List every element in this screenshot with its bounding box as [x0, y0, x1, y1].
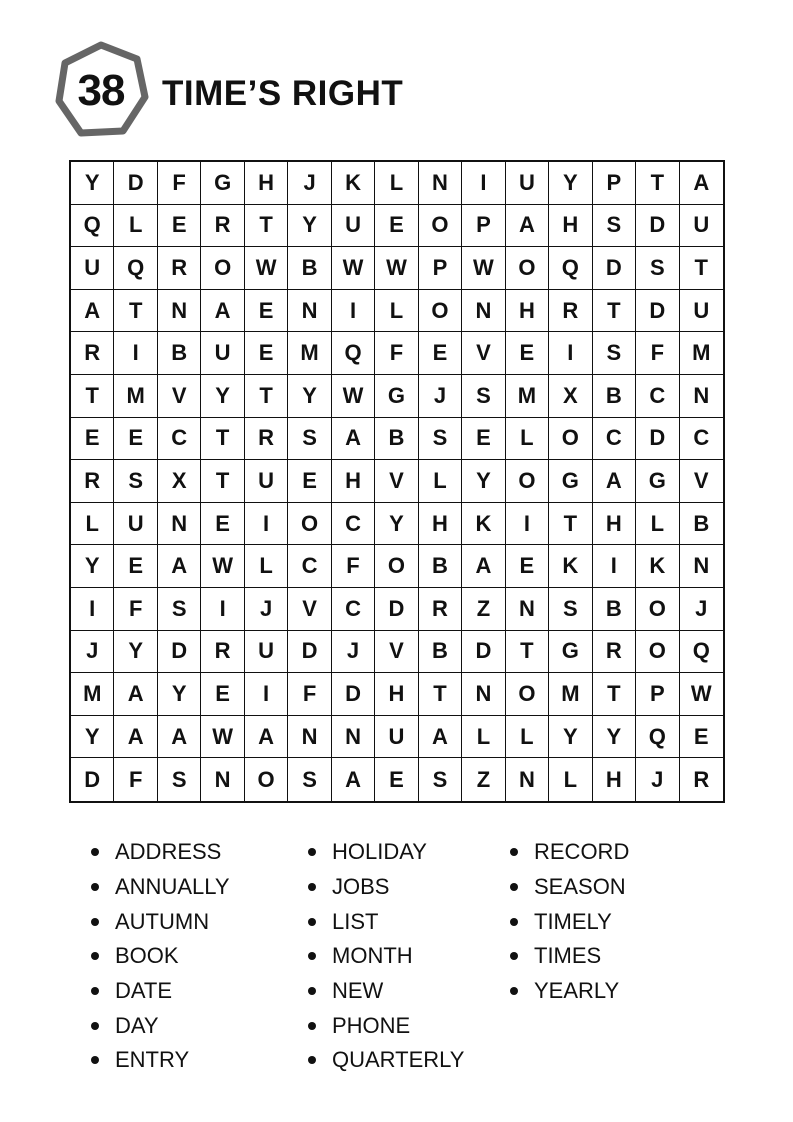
grid-cell[interactable]: H — [549, 205, 592, 248]
word-list-item — [308, 835, 464, 870]
grid-cell[interactable]: A — [114, 716, 157, 759]
word-label: ADDRESS — [115, 839, 222, 865]
grid-cell[interactable]: T — [636, 162, 679, 205]
bullet-icon — [308, 1056, 316, 1064]
puzzle-title: TIME’S RIGHT — [162, 74, 404, 113]
grid-cell[interactable]: I — [71, 588, 114, 631]
grid-cell[interactable]: A — [332, 758, 375, 801]
grid-cell[interactable]: A — [680, 162, 723, 205]
grid-cell[interactable]: F — [114, 588, 157, 631]
grid-cell[interactable]: I — [506, 503, 549, 546]
grid-cell[interactable]: O — [636, 631, 679, 674]
word-list-item — [91, 1008, 230, 1043]
grid-cell[interactable]: T — [245, 205, 288, 248]
word-list-item — [510, 835, 629, 870]
grid-cell[interactable]: J — [419, 375, 462, 418]
grid-cell[interactable]: S — [549, 588, 592, 631]
grid-cell[interactable]: A — [332, 418, 375, 461]
grid-cell[interactable]: Y — [71, 545, 114, 588]
grid-cell[interactable]: N — [332, 716, 375, 759]
grid-cell[interactable]: D — [462, 631, 505, 674]
word-list-item — [510, 939, 629, 974]
word-search-grid — [69, 160, 725, 803]
grid-cell[interactable]: U — [114, 503, 157, 546]
grid-cell[interactable]: D — [114, 162, 157, 205]
grid-cell[interactable]: E — [375, 205, 418, 248]
grid-cell[interactable]: R — [201, 631, 244, 674]
grid-cell[interactable]: V — [680, 460, 723, 503]
grid-cell[interactable]: G — [549, 631, 592, 674]
grid-cell[interactable]: T — [245, 375, 288, 418]
grid-cell[interactable]: C — [636, 375, 679, 418]
grid-cell[interactable]: W — [245, 247, 288, 290]
grid-cell[interactable]: C — [332, 588, 375, 631]
word-list-item — [91, 939, 230, 974]
word-list-item — [91, 870, 230, 905]
grid-cell[interactable]: T — [549, 503, 592, 546]
grid-cell[interactable]: J — [71, 631, 114, 674]
grid-cell[interactable]: H — [375, 673, 418, 716]
grid-cell[interactable]: H — [245, 162, 288, 205]
grid-cell[interactable]: J — [636, 758, 679, 801]
word-label: MONTH — [332, 943, 413, 969]
word-label: RECORD — [534, 839, 630, 865]
grid-cell[interactable]: L — [636, 503, 679, 546]
grid-cell[interactable]: L — [419, 460, 462, 503]
grid-cell[interactable]: T — [201, 418, 244, 461]
grid-cell[interactable]: E — [114, 545, 157, 588]
grid-cell[interactable]: R — [593, 631, 636, 674]
grid-cell[interactable]: I — [245, 503, 288, 546]
grid-cell[interactable]: R — [419, 588, 462, 631]
grid-cell[interactable]: T — [506, 631, 549, 674]
grid-cell[interactable]: N — [680, 375, 723, 418]
bullet-icon — [91, 848, 99, 856]
grid-cell[interactable]: K — [332, 162, 375, 205]
grid-cell[interactable]: W — [332, 247, 375, 290]
grid-cell[interactable]: J — [332, 631, 375, 674]
word-label: ENTRY — [115, 1047, 190, 1073]
grid-cell[interactable]: B — [158, 332, 201, 375]
grid-cell[interactable]: A — [158, 716, 201, 759]
grid-cell[interactable]: Q — [549, 247, 592, 290]
grid-cell[interactable]: S — [636, 247, 679, 290]
grid-cell[interactable]: A — [114, 673, 157, 716]
grid-cell[interactable]: W — [201, 716, 244, 759]
grid-cell[interactable]: R — [693, 766, 710, 792]
grid-cell[interactable]: L — [71, 503, 114, 546]
grid-cell[interactable]: X — [158, 460, 201, 503]
grid-cell[interactable]: B — [593, 375, 636, 418]
grid-cell[interactable]: F — [636, 332, 679, 375]
grid-cell[interactable]: W — [375, 247, 418, 290]
grid-cell[interactable]: B — [419, 631, 462, 674]
word-label: PHONE — [332, 1012, 411, 1038]
grid-cell[interactable]: S — [419, 758, 462, 801]
grid-cell[interactable]: A — [158, 545, 201, 588]
grid-cell[interactable]: I — [114, 332, 157, 375]
bullet-icon — [510, 987, 518, 995]
bullet-icon — [510, 952, 518, 960]
grid-cell[interactable]: C — [593, 418, 636, 461]
grid-cell[interactable]: D — [375, 588, 418, 631]
word-list-item — [91, 1043, 230, 1078]
grid-cell[interactable]: E — [201, 503, 244, 546]
grid-cell[interactable]: T — [71, 375, 114, 418]
grid-cell[interactable]: P — [636, 673, 679, 716]
word-list-item — [91, 904, 230, 939]
bullet-icon — [91, 1056, 99, 1064]
grid-cell[interactable]: F — [288, 673, 331, 716]
grid-cell[interactable]: Q — [636, 716, 679, 759]
grid-cell[interactable]: E — [506, 545, 549, 588]
grid-cell[interactable]: S — [114, 460, 157, 503]
grid-cell[interactable]: Z — [462, 758, 505, 801]
grid-cell[interactable]: F — [332, 545, 375, 588]
puzzle-number: 38 — [77, 66, 125, 115]
word-list-column-1 — [91, 835, 230, 1078]
grid-cell[interactable]: U — [375, 716, 418, 759]
bullet-icon — [91, 1022, 99, 1030]
word-list-column-2 — [308, 835, 464, 1078]
grid-cell[interactable]: A — [419, 716, 462, 759]
grid-cell[interactable]: F — [114, 758, 157, 801]
grid-cell[interactable]: O — [506, 460, 549, 503]
grid-cell[interactable]: Z — [462, 588, 505, 631]
grid-cell[interactable]: S — [288, 418, 331, 461]
grid-cell[interactable]: O — [419, 290, 462, 333]
word-label: NEW — [332, 978, 384, 1004]
grid-cell[interactable]: O — [201, 247, 244, 290]
grid-cell[interactable]: H — [419, 503, 462, 546]
grid-cell[interactable]: Q — [332, 332, 375, 375]
grid-cell[interactable]: K — [636, 545, 679, 588]
grid-cell[interactable]: W — [680, 673, 723, 716]
word-label: YEARLY — [534, 978, 620, 1004]
grid-cell[interactable]: H — [506, 290, 549, 333]
word-label: ANNUALLY — [115, 874, 230, 900]
grid-cell[interactable]: Q — [680, 631, 723, 674]
bullet-icon — [308, 918, 316, 926]
grid-cell[interactable]: B — [593, 588, 636, 631]
grid-cell[interactable]: R — [201, 205, 244, 248]
grid-cell[interactable]: Y — [549, 162, 592, 205]
grid-cell[interactable]: A — [506, 205, 549, 248]
grid-cell[interactable]: Y — [288, 375, 331, 418]
grid-cell[interactable]: A — [593, 460, 636, 503]
grid-cell[interactable]: R — [549, 290, 592, 333]
grid-cell[interactable]: N — [288, 290, 331, 333]
grid-cell[interactable]: L — [462, 716, 505, 759]
grid-cell[interactable]: S — [593, 205, 636, 248]
word-list-item — [510, 904, 629, 939]
grid-cell[interactable]: H — [593, 758, 636, 801]
grid-cell[interactable]: J — [288, 162, 331, 205]
grid-cell[interactable]: N — [158, 503, 201, 546]
grid-cell[interactable]: Y — [158, 673, 201, 716]
grid-cell[interactable]: P — [593, 162, 636, 205]
grid-cell[interactable]: O — [636, 588, 679, 631]
word-label: DAY — [115, 1012, 159, 1038]
word-label: BOOK — [115, 943, 179, 969]
bullet-icon — [308, 883, 316, 891]
grid-cell[interactable]: N — [462, 673, 505, 716]
grid-cell[interactable]: Y — [71, 716, 114, 759]
grid-cell[interactable]: Y — [375, 503, 418, 546]
grid-cell[interactable]: M — [114, 375, 157, 418]
grid-cell[interactable]: A — [462, 545, 505, 588]
bullet-icon — [308, 987, 316, 995]
grid-cell[interactable]: E — [201, 673, 244, 716]
grid-cell[interactable]: Q — [114, 247, 157, 290]
word-list-item — [91, 835, 230, 870]
grid-cell[interactable]: M — [680, 332, 723, 375]
grid-cell[interactable]: G — [549, 460, 592, 503]
grid-cell[interactable]: R — [71, 332, 114, 375]
grid-cell[interactable]: D — [636, 418, 679, 461]
grid-cell[interactable]: D — [636, 290, 679, 333]
grid-cell[interactable]: B — [680, 503, 723, 546]
grid-cell[interactable]: E — [245, 290, 288, 333]
grid-cell[interactable]: V — [158, 375, 201, 418]
bullet-icon — [510, 848, 518, 856]
grid-cell[interactable]: B — [288, 247, 331, 290]
grid-cell[interactable]: N — [506, 758, 549, 801]
grid-cell[interactable]: O — [506, 673, 549, 716]
word-label: LIST — [332, 908, 379, 934]
grid-cell[interactable]: T — [680, 247, 723, 290]
grid-cell[interactable]: K — [462, 503, 505, 546]
word-list-item — [510, 870, 629, 905]
grid-cell[interactable]: N — [462, 290, 505, 333]
grid-cell[interactable]: D — [71, 758, 114, 801]
grid-cell[interactable]: R — [71, 460, 114, 503]
bullet-icon — [308, 848, 316, 856]
grid-cell[interactable]: C — [332, 503, 375, 546]
grid-cell[interactable]: I — [462, 162, 505, 205]
grid-cell[interactable]: Q — [71, 205, 114, 248]
grid-cell[interactable]: S — [158, 758, 201, 801]
grid-cell[interactable]: O — [506, 247, 549, 290]
grid-cell[interactable]: E — [114, 418, 157, 461]
grid-cell[interactable]: V — [375, 631, 418, 674]
word-label: SEASON — [534, 874, 626, 900]
grid-cell[interactable]: L — [506, 716, 549, 759]
word-list-item — [91, 974, 230, 1009]
grid-cell[interactable]: Y — [114, 631, 157, 674]
grid-cell[interactable]: U — [201, 332, 244, 375]
bullet-icon — [510, 918, 518, 926]
word-list-item — [308, 1043, 464, 1078]
word-list-item — [308, 1008, 464, 1043]
grid-cell[interactable]: U — [680, 205, 723, 248]
grid-cell[interactable]: E — [680, 716, 723, 759]
grid-cell[interactable]: Y — [71, 162, 114, 205]
grid-cell[interactable]: M — [506, 375, 549, 418]
grid-cell[interactable]: G — [375, 375, 418, 418]
puzzle-number-badge — [53, 41, 149, 141]
grid-cell[interactable]: W — [201, 545, 244, 588]
grid-cell[interactable]: U — [506, 162, 549, 205]
grid-cell[interactable]: N — [506, 588, 549, 631]
word-label: AUTUMN — [115, 908, 210, 934]
grid-cell[interactable]: P — [419, 247, 462, 290]
word-list-item — [308, 939, 464, 974]
grid-cell[interactable]: J — [245, 588, 288, 631]
grid-cell[interactable]: E — [71, 418, 114, 461]
grid-cell[interactable]: D — [636, 205, 679, 248]
grid-cell[interactable]: T — [593, 290, 636, 333]
grid-cell[interactable]: Y — [201, 375, 244, 418]
grid-cell[interactable]: E — [375, 758, 418, 801]
grid-cell[interactable]: A — [201, 290, 244, 333]
grid-cell[interactable]: L — [549, 758, 592, 801]
bullet-icon — [510, 883, 518, 891]
grid-cell[interactable]: Y — [593, 716, 636, 759]
grid-cell[interactable]: F — [158, 162, 201, 205]
grid-cell[interactable]: F — [375, 332, 418, 375]
word-label: TIMELY — [534, 908, 612, 934]
grid-cell[interactable]: N — [158, 290, 201, 333]
grid-cell[interactable]: C — [680, 418, 723, 461]
grid-cell[interactable]: L — [245, 545, 288, 588]
grid-cell[interactable]: D — [332, 673, 375, 716]
grid-cell[interactable]: C — [158, 418, 201, 461]
word-list-item — [510, 974, 629, 1009]
grid-cell[interactable]: E — [462, 418, 505, 461]
word-label: DATE — [115, 978, 173, 1004]
grid-cell[interactable]: U — [245, 460, 288, 503]
grid-cell[interactable]: E — [158, 205, 201, 248]
word-label: QUARTERLY — [332, 1047, 465, 1073]
grid-cell[interactable]: G — [636, 460, 679, 503]
grid-cell[interactable]: I — [549, 332, 592, 375]
grid-cell[interactable]: M — [71, 673, 114, 716]
grid-cell[interactable]: V — [288, 588, 331, 631]
grid-cell[interactable]: G — [201, 162, 244, 205]
grid-cell[interactable]: I — [593, 545, 636, 588]
grid-cell[interactable]: L — [375, 162, 418, 205]
grid-cell[interactable]: Y — [549, 716, 592, 759]
grid-cell[interactable]: N — [680, 545, 723, 588]
grid-cell[interactable]: D — [593, 247, 636, 290]
bullet-icon — [91, 883, 99, 891]
grid-cell[interactable]: S — [462, 375, 505, 418]
word-list-item — [308, 904, 464, 939]
word-list-item — [308, 974, 464, 1009]
grid-cell[interactable]: N — [288, 716, 331, 759]
grid-cell[interactable]: T — [593, 673, 636, 716]
grid-cell[interactable]: B — [419, 545, 462, 588]
grid-cell[interactable]: E — [506, 332, 549, 375]
grid-cell[interactable]: J — [680, 588, 723, 631]
word-label: HOLIDAY — [332, 839, 427, 865]
grid-cell[interactable]: O — [245, 758, 288, 801]
grid-cell[interactable]: T — [201, 460, 244, 503]
grid-cell[interactable]: W — [462, 247, 505, 290]
grid-cell[interactable]: A — [71, 290, 114, 333]
grid-cell[interactable]: V — [462, 332, 505, 375]
word-list-column-3 — [510, 835, 629, 1008]
grid-cell[interactable]: P — [462, 205, 505, 248]
grid-cell[interactable]: M — [288, 332, 331, 375]
word-label: TIMES — [534, 943, 602, 969]
bullet-icon — [308, 952, 316, 960]
bullet-icon — [308, 1022, 316, 1030]
grid-cell[interactable]: C — [288, 545, 331, 588]
grid-cell[interactable]: D — [158, 631, 201, 674]
grid-cell[interactable]: O — [375, 545, 418, 588]
grid-cell[interactable]: I — [245, 673, 288, 716]
grid-cell[interactable]: W — [332, 375, 375, 418]
grid-cell[interactable]: K — [549, 545, 592, 588]
bullet-icon — [91, 952, 99, 960]
grid-cell[interactable]: U — [71, 247, 114, 290]
grid-cell[interactable]: S — [593, 332, 636, 375]
grid-cell[interactable]: M — [549, 673, 592, 716]
grid-cell[interactable]: E — [419, 332, 462, 375]
grid-cell[interactable]: Y — [288, 205, 331, 248]
grid-cell[interactable]: N — [419, 162, 462, 205]
grid-cell[interactable]: H — [593, 503, 636, 546]
grid-cell[interactable]: T — [114, 290, 157, 333]
word-list-item — [308, 870, 464, 905]
grid-cell[interactable]: N — [201, 758, 244, 801]
word-label: JOBS — [332, 874, 390, 900]
bullet-icon — [91, 918, 99, 926]
grid-cell[interactable]: S — [158, 588, 201, 631]
grid-cell[interactable]: U — [332, 205, 375, 248]
grid-cell[interactable]: L — [114, 205, 157, 248]
grid-cell[interactable]: O — [549, 418, 592, 461]
grid-cell[interactable]: A — [245, 716, 288, 759]
grid-cell[interactable]: Y — [462, 460, 505, 503]
bullet-icon — [91, 987, 99, 995]
grid-cell[interactable]: S — [419, 418, 462, 461]
grid-cell[interactable]: R — [245, 418, 288, 461]
grid-cell[interactable]: D — [288, 631, 331, 674]
grid-cell[interactable]: L — [375, 290, 418, 333]
grid-cell[interactable]: O — [288, 503, 331, 546]
grid-cell[interactable]: U — [680, 290, 723, 333]
grid-cell[interactable]: I — [332, 290, 375, 333]
grid-cell[interactable]: V — [375, 460, 418, 503]
grid-cell[interactable]: I — [201, 588, 244, 631]
grid-cell[interactable]: H — [332, 460, 375, 503]
grid-cell[interactable]: U — [245, 631, 288, 674]
grid-cell[interactable]: R — [158, 247, 201, 290]
grid-cell[interactable]: T — [419, 673, 462, 716]
grid-cell[interactable]: B — [375, 418, 418, 461]
grid-cell[interactable]: X — [549, 375, 592, 418]
grid-cell[interactable]: E — [288, 460, 331, 503]
grid-cell[interactable]: E — [245, 332, 288, 375]
grid-cell[interactable]: S — [288, 758, 331, 801]
grid-cell[interactable]: O — [419, 205, 462, 248]
grid-cell[interactable]: L — [506, 418, 549, 461]
